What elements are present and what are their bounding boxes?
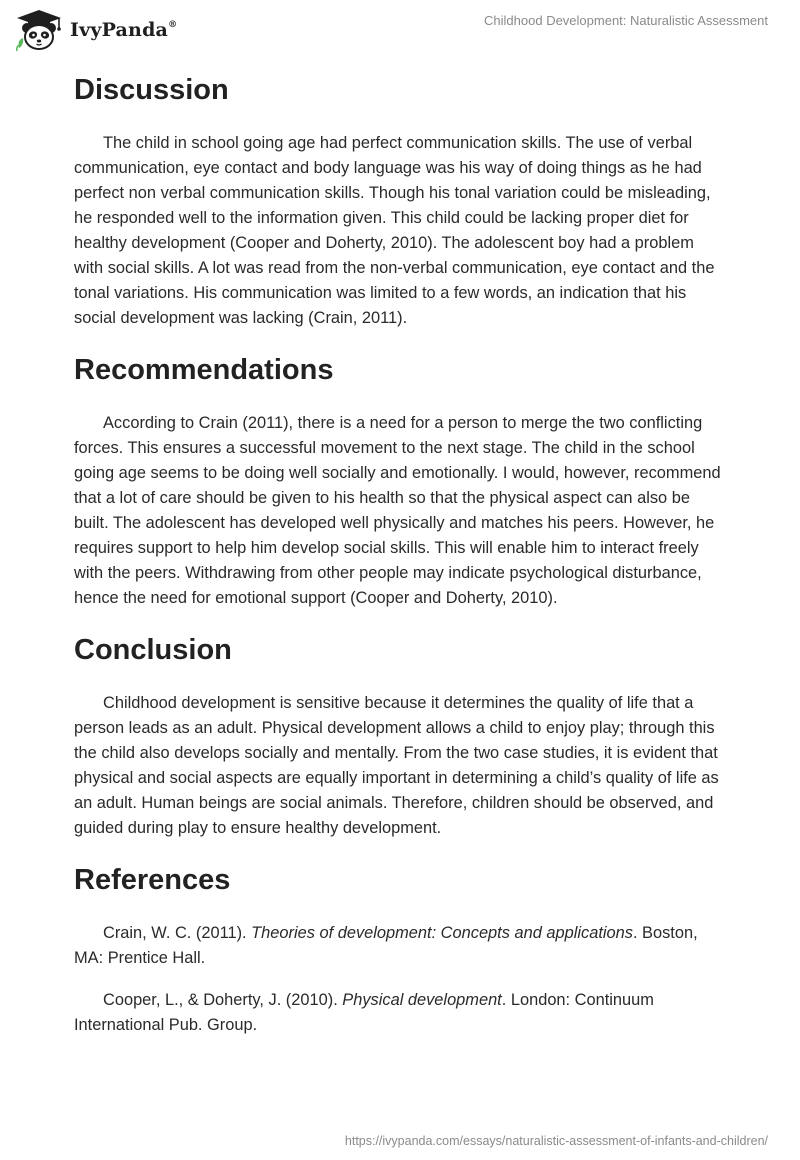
recommendations-heading: Recommendations (74, 354, 334, 386)
conclusion-section (74, 628, 726, 841)
reference-publisher: . London: Continuum International Pub. Group. (74, 991, 654, 1034)
reference-publisher: . Boston, MA: Prentice Hall. (74, 924, 698, 967)
discussion-heading: Discussion (74, 74, 229, 106)
panda-graduate-icon (14, 8, 64, 52)
references-heading: References (74, 864, 231, 896)
discussion-paragraph: The child in school going age had perfect communication skills. The use of verbal communication, eye contact and body language was his way of doing things as he had perfect non verbal communication skills. Though his tonal variation could be misleading, he responded well to the information given. This child could be lacking proper diet for healthy development (Cooper and Doherty, 2010). The adolescent boy had a problem with social skills. A lot was read from the non-verbal communication, eye contact and the tonal variations. His communication was limited to a few words, an indication that his social development was lacking (Crain, 2011). (74, 134, 715, 327)
conclusion-paragraph: Childhood development is sensitive because it determines the quality of life that a person leads as an adult. Physical development allows a child to enjoy play; through this the child also develops socially and mentally. From the two case studies, it is evident that physical and social aspects are equally important in determining a child’s quality of life as an adult. Human beings are social animals. Therefore, children should be observed, and guided during play to ensure healthy development. (74, 694, 719, 837)
reference-authors: Cooper, L., & Doherty, J. (2010). (103, 991, 343, 1009)
essay-content (74, 68, 726, 1038)
references-section (74, 858, 726, 1038)
reference-title: Physical development (342, 991, 502, 1009)
discussion-section (74, 68, 726, 331)
reference-item (74, 921, 726, 971)
brand-name: IvyPanda® (70, 19, 178, 41)
recommendations-paragraph: According to Crain (2011), there is a need for a person to merge the two conflicting forces. This ensures a successful movement to the next stage. The child in the school going age seems to be doing well socially and emotionally. I would, however, recommend that a lot of care should be given to his health so that the physical aspect can also be built. The adolescent has developed well physically and matches his peers. However, he requires support to help him develop social skills. This will enable him to interact freely with the peers. Withdrawing from other people may indicate psychological disturbance, hence the need for emotional support (Cooper and Doherty, 2010). (74, 414, 721, 607)
reference-authors: Crain, W. C. (2011). (103, 924, 252, 942)
reference-item (74, 988, 726, 1038)
page-header (0, 0, 800, 60)
recommendations-section (74, 348, 726, 611)
source-url[interactable]: https://ivypanda.com/essays/naturalistic-assessment-of-infants-and-children/ (344, 1134, 768, 1148)
ivypanda-logo[interactable] (14, 8, 177, 52)
reference-title: Theories of development: Concepts and applications (251, 924, 633, 942)
document-title: Childhood Development: Naturalistic Assessment (484, 13, 768, 28)
conclusion-heading: Conclusion (74, 634, 232, 666)
